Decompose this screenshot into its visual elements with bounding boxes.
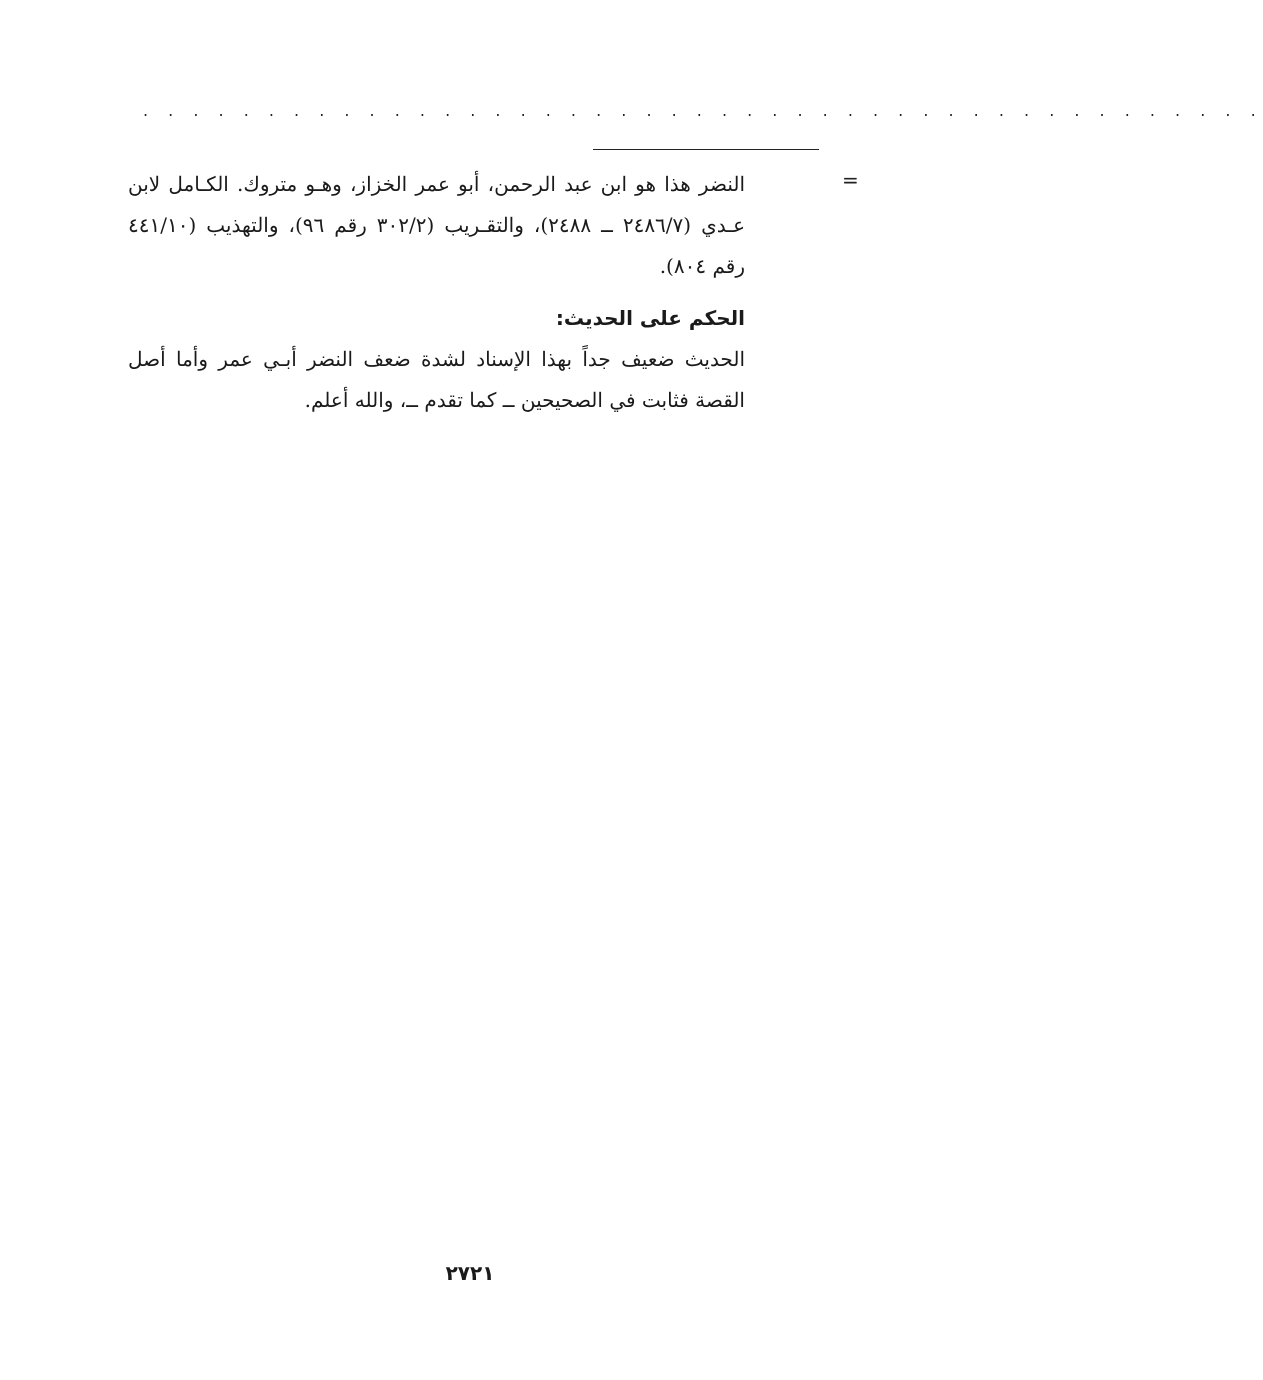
dotted-separator: . . . . . . . . . . . . . . . . . . . . . . . . . . . . . . . . . . . . . . . . . . . . . [143, 101, 1263, 120]
continuation-mark: = [842, 168, 859, 192]
footnote-rule [593, 149, 819, 150]
page-number: ٢٧٢١ [445, 1261, 495, 1285]
ruling-paragraph: الحديث ضعيف جداً بهذا الإسناد لشدة ضعف النضر أبـي عمر وأما أصل القصة فثابت في الصحيحين ــ كما تقدم ــ، والله أعلم. [128, 347, 745, 412]
footnote-paragraph: النضر هذا هو ابن عبد الرحمن، أبو عمر الخزاز، وهـو متروك. الكـامل لابن عـدي (٢٤٨٦/٧ ــ ٢٤٨٨)، والتقـريب (٣٠٢/٢ رقم ٩٦)، والتهذيب (٤٤١/١٠ رقم ٨٠٤). [128, 172, 746, 278]
ruling-heading: الحكم على الحديث: [555, 306, 745, 330]
